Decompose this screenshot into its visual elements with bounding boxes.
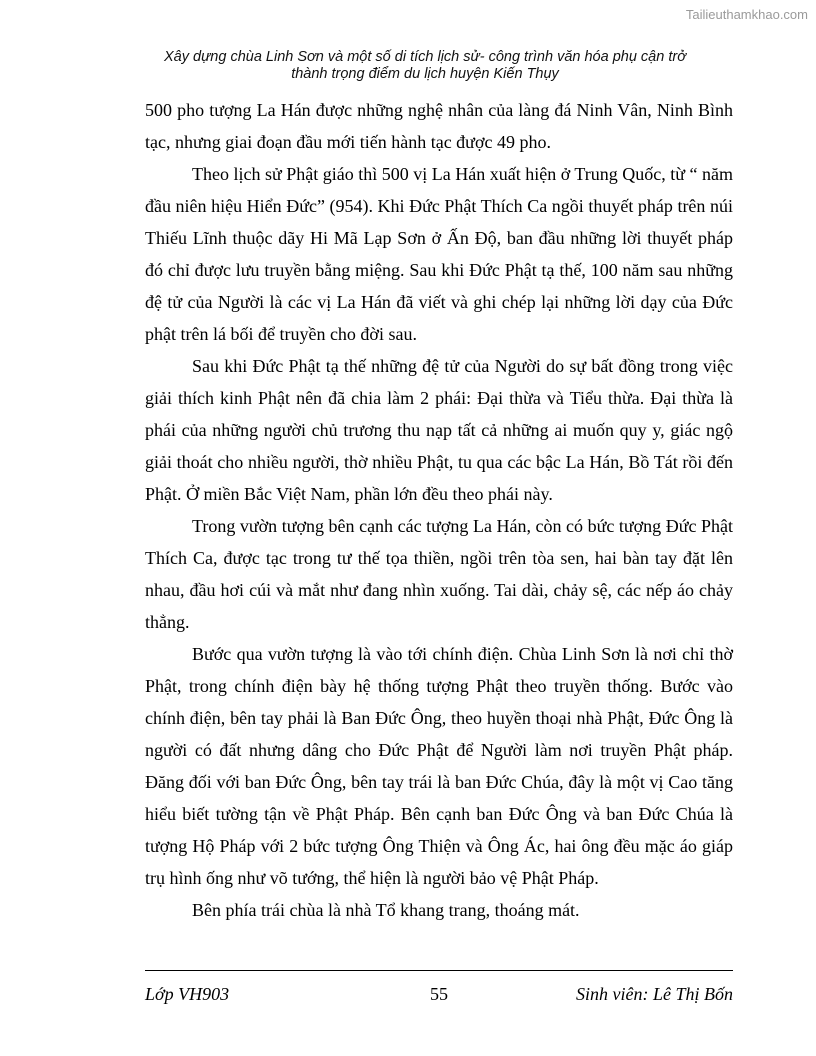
footer-class-label: Lớp VH903	[145, 984, 230, 1004]
header-line-1: Xây dựng chùa Linh Sơn và một số di tích lịch sử- công trình văn hóa phụ cận trở	[164, 49, 686, 65]
paragraph: Trong vườn tượng bên cạnh các tượng La Hán, còn có bức tượng Đức Phật Thích Ca, được tạc trong tư thế tọa thiền, ngồi trên tòa sen, hai bàn tay đặt lên nhau, đầu hơi cúi và mắt như đang nhìn xuống. Tai dài, chảy sệ, các nếp áo chảy thẳng.	[145, 516, 733, 632]
page-number: 55	[430, 984, 448, 1004]
page-footer	[145, 984, 733, 1010]
paragraph: Theo lịch sử Phật giáo thì 500 vị La Hán xuất hiện ở Trung Quốc, từ “ năm đầu niên hiệu Hiển Đức” (954). Khi Đức Phật Thích Ca ngồi thuyết pháp trên núi Thiếu Lĩnh thuộc dãy Hi Mã Lạp Sơn ở Ấn Độ, ban đầu những lời thuyết pháp đó chỉ được lưu truyền bằng miệng. Sau khi Đức Phật tạ thế, 100 năm sau những đệ tử của Người là các vị La Hán đã viết và ghi chép lại những lời dạy của Đức phật trên lá bối để truyền cho đời sau.	[145, 164, 733, 344]
footer-divider	[145, 970, 733, 971]
paragraph: Sau khi Đức Phật tạ thế những đệ tử của Người do sự bất đồng trong việc giải thích kinh Phật nên đã chia làm 2 phái: Đại thừa và Tiểu thừa. Đại thừa là phái của những người chủ trương thu nạp tất cả những ai muốn quy y, giác ngộ giải thoát cho nhiều người, thờ nhiều Phật, tu qua các bậc La Hán, Bồ Tát rồi đến Phật. Ở miền Bắc Việt Nam, phần lớn đều theo phái này.	[145, 356, 733, 504]
footer-student: Sinh viên: Lê Thị Bốn	[576, 984, 733, 1004]
paragraph: Bên phía trái chùa là nhà Tổ khang trang, thoáng mát.	[192, 900, 580, 920]
running-header	[120, 49, 730, 83]
header-line-2: thành trọng điểm du lịch huyện Kiến Thụy	[291, 66, 559, 82]
watermark: Tailieuthamkhao.com	[685, 7, 808, 22]
paragraph: Bước qua vườn tượng là vào tới chính điện. Chùa Linh Sơn là nơi chỉ thờ Phật, trong chính điện bày hệ thống tượng Phật theo truyền thống. Bước vào chính điện, bên tay phải là Ban Đức Ông, theo huyền thoại nhà Phật, Đức Ông là người có đất nhưng dâng cho Đức Phật để Người làm nơi truyền Phật pháp. Đăng đối với ban Đức Ông, bên tay trái là ban Đức Chúa, đây là một vị Cao tăng hiểu biết tường tận về Phật Pháp. Bên cạnh ban Đức Ông và ban Đức Chúa là tượng Hộ Pháp với 2 bức tượng Ông Thiện và Ông Ác, hai ông đều mặc áo giáp trụ hình ống như võ tướng, thể hiện là người bảo vệ Phật Pháp.	[145, 644, 733, 888]
body-text	[145, 94, 733, 926]
paragraph: 500 pho tượng La Hán được những nghệ nhân của làng đá Ninh Vân, Ninh Bình tạc, nhưng giai đoạn đầu mới tiến hành tạc được 49 pho.	[145, 100, 733, 152]
